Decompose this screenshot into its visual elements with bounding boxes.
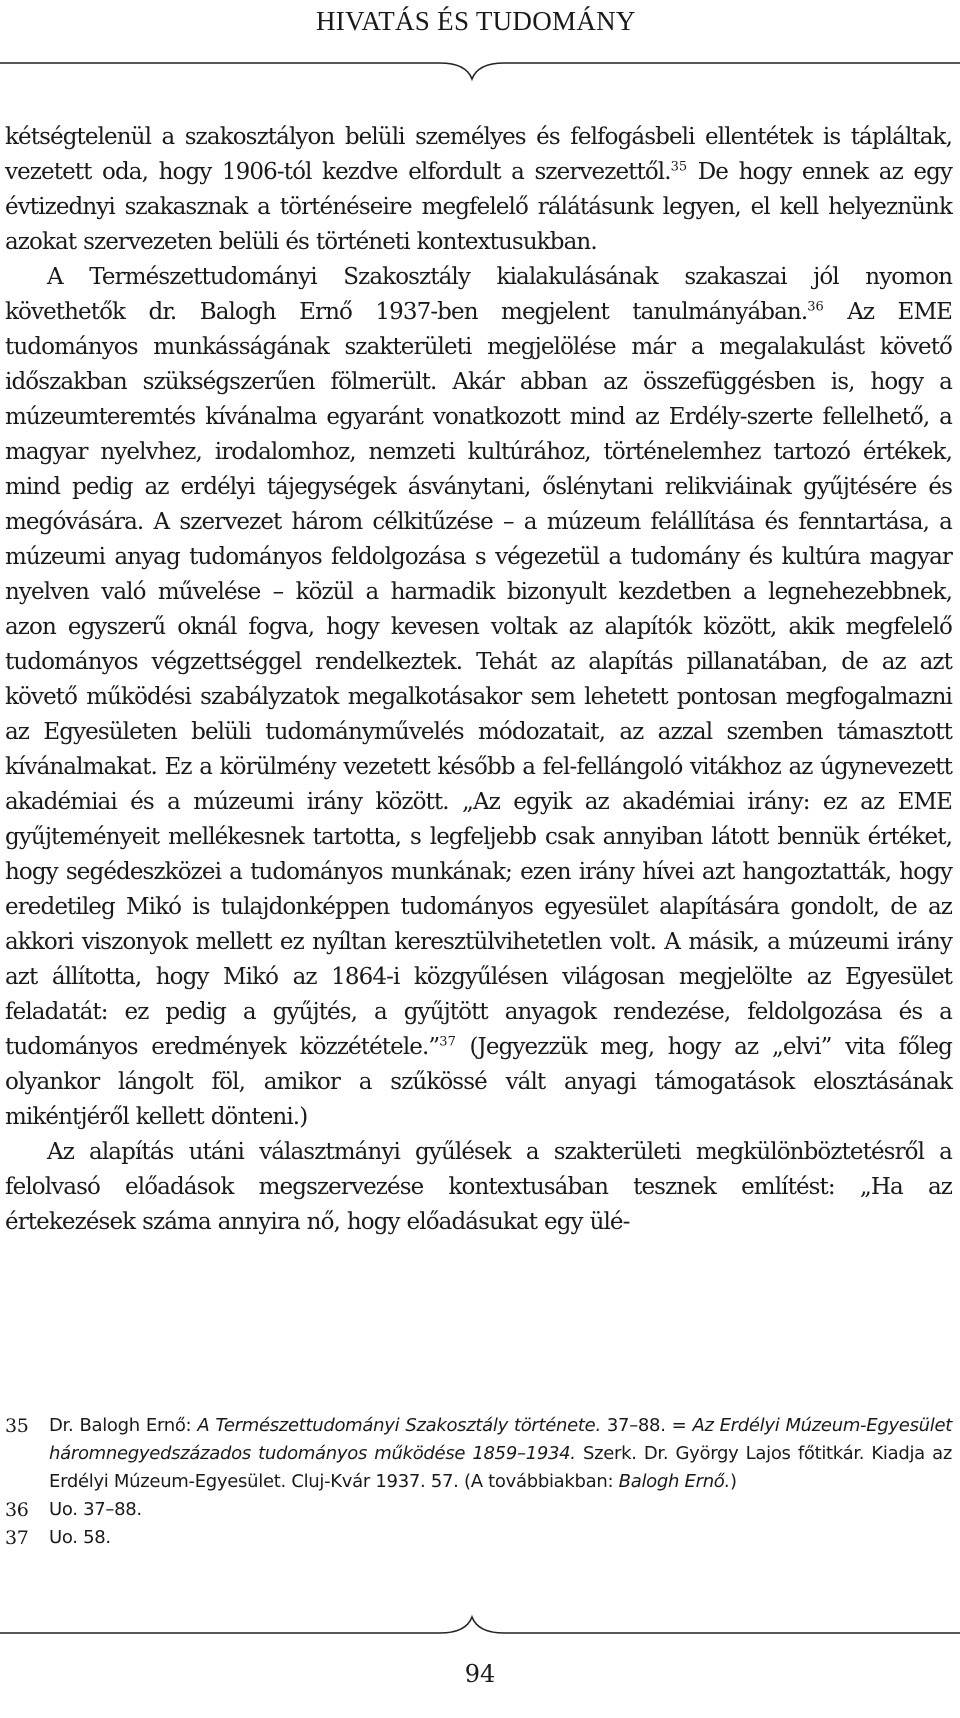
footnote-35 — [5, 1412, 952, 1496]
footnote-number: 37 — [5, 1527, 29, 1549]
footnotes — [5, 1412, 952, 1552]
ornamental-divider-top — [0, 60, 960, 84]
text-run: 37–88. = — [600, 1415, 693, 1436]
running-title: HIVATÁS ÉS TUDOMÁNY — [316, 6, 636, 36]
footnote-ref-36[interactable]: 36 — [807, 299, 824, 315]
footnote-text: Uo. 37–88. — [49, 1499, 142, 1520]
body-text — [5, 120, 952, 1240]
footnote-37 — [5, 1524, 952, 1552]
italic-title: Az Erdélyi Múzeum-Egyesület háromnegyedszázados tudományos működése 1859–1934. — [49, 1415, 952, 1464]
footnote-text: Uo. 58. — [49, 1527, 111, 1548]
text-run: A Természettudományi Szakosztály kialakulásának szakaszai jól nyomon követhetők dr. Balogh Ernő 1937-ben megjelent tanulmányában. — [5, 264, 952, 325]
paragraph-3: Az alapítás utáni választmányi gyűlések a szakterületi megkülönböztetésről a felolvasó előadások megszervezése kontextusában tesznek említést: „Ha az értekezések száma annyira nő, hogy előadásukat egy ülé- — [5, 1139, 952, 1235]
ornamental-divider-bottom — [0, 1612, 960, 1636]
paragraph-2 — [5, 260, 952, 1135]
footnote-number: 36 — [5, 1499, 29, 1521]
text-run: ) — [729, 1471, 737, 1492]
text-run: (Jegyezzük meg, hogy az „elvi” vita főleg olyankor lángolt föl, amikor a szűkössé vált anyagi támogatások elosztásának mikéntjéről kellett dönteni.) — [5, 1034, 952, 1130]
text-run: Dr. Balogh Ernő: — [49, 1415, 198, 1436]
text-run: Az EME tudományos munkásságának szakterületi megjelölése már a megalakulást követő időszakban szükségszerűen fölmerült. Akár abban az összefüggésben is, hogy a múzeumteremtés kívánalma egyaránt vonatkozott mind az Erdély-szerte fellelhető, a magyar nyelvhez, irodalomhoz, nemzeti kultúrához, történelemhez tartozó értékek, mind pedig az erdélyi tájegységek ásványtani, őslénytani relikviáinak gyűjtésére és megóvására. A szervezet három célkitűzése – a múzeum felállítása és fenntartása, a múzeumi anyag tudományos feldolgozása s végezetül a tudomány és kultúra magyar nyelven való művelése – közül a harmadik bizonyult kezdetben a legnehezebbnek, azon egyszerű oknál fogva, hogy kevesen voltak az alapítók között, akik megfelelő tudományos végzettséggel rendelkeztek. Tehát az alapítás pillanatában, de az azt követő működési szabályzatok megalkotásakor sem lehetett pontosan megfogalmazni az Egyesületen belüli tudományművelés módozatait, az azzal szemben támasztott kívánalmakat. Ez a körülmény vezetett később a fel-fellángoló vitákhoz az úgynevezett akadémiai és a múzeumi irány között. „Az egyik az akadémiai irány: ez az EME gyűjteményeit mellékesnek tartotta, s legfeljebb csak annyiban látott bennük értéket, hogy segédeszközei a tudományos munkának; ezen irány hívei azt hangoztatták, hogy eredetileg Mikó is tulajdonképpen tudományos egyesület alapítására gondolt, de az akkori viszonyok mellett ez nyíltan keresztülvihetetlen volt. A másik, a múzeumi irány azt állította, hogy Mikó az 1864-i közgyűlésen világosan megjelölte az Egyesület feladatát: ez pedig a gyűjtés, a gyűjtött anyagok rendezése, feldolgozása és a tudományos eredmények közzététele.” — [5, 299, 952, 1060]
text-run: kétségtelenül a szakosztályon belüli személyes és felfogásbeli ellentétek is tápláltak, vezetett oda, hogy 1906-tól kezdve elfordult a szervezettől. — [5, 124, 952, 185]
footnote-36 — [5, 1496, 952, 1524]
footnote-ref-37[interactable]: 37 — [439, 1034, 456, 1050]
footnote-ref-35[interactable]: 35 — [670, 159, 688, 175]
italic-title: Balogh Ernő. — [618, 1471, 730, 1492]
paragraph-1 — [5, 120, 952, 260]
page-number: 94 — [464, 1660, 496, 1688]
footnote-number: 35 — [5, 1415, 29, 1437]
text-run: De hogy ennek az egy évtizednyi szakasznak a történéseire megfelelő rálátásunk legyen, el kell helyeznünk azokat szervezeten belüli és történeti kontextusukban. — [5, 159, 952, 255]
text-run: Szerk. Dr. György Lajos főtitkár. Kiadja az Erdélyi Múzeum-Egyesület. Cluj-Kvár 1937. 57. (A továbbiakban: — [49, 1443, 953, 1492]
italic-title: A Természettudományi Szakosztály története. — [197, 1415, 601, 1436]
